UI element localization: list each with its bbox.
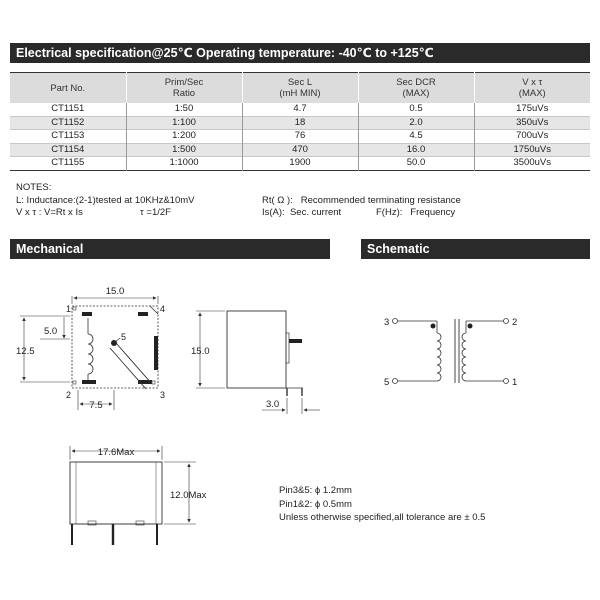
cell-sec-dcr: 4.5 bbox=[358, 130, 474, 144]
cell-ratio: 1:200 bbox=[126, 130, 242, 144]
col-sec-dcr: Sec DCR (MAX) bbox=[358, 73, 474, 104]
cell-sec-l: 18 bbox=[242, 116, 358, 130]
cell-part-no: CT1153 bbox=[10, 130, 126, 144]
dim-top-offset: 5.0 bbox=[44, 326, 58, 337]
note-rt: Rt( Ω ): Recommended terminating resistance bbox=[262, 195, 461, 206]
terminal-2 bbox=[504, 319, 509, 324]
cell-part-no: CT1154 bbox=[10, 143, 126, 157]
tolerance-note: Unless otherwise specified,all tolerance are ± 0.5 bbox=[279, 512, 486, 523]
cell-vt: 175uVs bbox=[516, 103, 549, 114]
cell-part-no: CT1152 bbox=[10, 116, 126, 130]
terminal-1 bbox=[504, 379, 509, 384]
dim-side-height: 15.0 bbox=[191, 346, 210, 357]
mechanical-header-text: Mechanical bbox=[16, 242, 84, 256]
cell-vt: 350uVs bbox=[474, 116, 590, 130]
schematic-pin-3: 3 bbox=[384, 317, 390, 328]
cell-sec-dcr: 0.5 bbox=[358, 103, 474, 116]
cell-sec-l: 1900 bbox=[242, 157, 358, 171]
cell-ratio: 1:500 bbox=[126, 143, 242, 157]
dim-top-width: 15.0 bbox=[105, 286, 125, 297]
col-sec-l: Sec L (mH MIN) bbox=[242, 73, 358, 104]
dim-front-width: 17.6Max bbox=[97, 447, 135, 458]
cell-part-no: CT1151 bbox=[10, 103, 126, 116]
col-vt: V x τ (MAX) bbox=[474, 73, 590, 104]
pin-label-2: 2 bbox=[66, 390, 72, 400]
pin35-note: Pin3&5: ϕ 1.2mm bbox=[279, 485, 352, 496]
dim-top-height: 12.5 bbox=[16, 346, 35, 357]
pin-label-1: 1 bbox=[66, 304, 72, 314]
note-tau: τ =1/2F bbox=[140, 207, 171, 218]
dim-pin-spacing: 7.5 bbox=[89, 400, 103, 411]
electrical-spec-header-text: Electrical specification@25℃ Operating temperature: -40℃ to +125℃ bbox=[16, 46, 434, 60]
cell-sec-dcr: 2.0 bbox=[358, 116, 474, 130]
cell-sec-dcr: 16.0 bbox=[358, 143, 474, 157]
cell-ratio: 1:100 bbox=[126, 116, 242, 130]
cell-ratio: 1:50 bbox=[126, 103, 242, 116]
cell-vt: 700uVs bbox=[516, 130, 549, 142]
note-vt: V x τ : V=Rt x Is bbox=[16, 207, 83, 218]
dim-side-depth: 3.0 bbox=[266, 399, 280, 410]
col-part-no: Part No. bbox=[10, 73, 126, 104]
schematic-header-text: Schematic bbox=[367, 242, 430, 256]
cell-sec-dcr: 50.0 bbox=[358, 157, 474, 171]
note-is: Is(A): Sec. current bbox=[262, 207, 342, 218]
schematic-pin-2: 2 bbox=[512, 317, 518, 328]
dim-front-height: 12.0Max bbox=[170, 490, 207, 501]
cell-vt: 3500uVs bbox=[513, 157, 551, 169]
schematic bbox=[384, 317, 517, 388]
cell-sec-l: 76 bbox=[242, 130, 358, 144]
schematic-pin-1: 1 bbox=[512, 377, 518, 388]
note-inductance: L: Inductance:(2-1)tested at 10KHz&10mV bbox=[16, 195, 195, 206]
pin-notes bbox=[279, 484, 485, 525]
terminal-3 bbox=[393, 319, 398, 324]
pin-label-4: 4 bbox=[160, 304, 166, 314]
schematic-pin-5: 5 bbox=[384, 377, 390, 388]
cell-ratio: 1:1000 bbox=[126, 157, 242, 171]
terminal-5 bbox=[393, 379, 398, 384]
cell-sec-l: 4.7 bbox=[242, 103, 358, 116]
cell-vt: 1750uVs bbox=[474, 143, 590, 157]
note-freq: F(Hz): Frequency bbox=[376, 207, 456, 218]
notes-title: NOTES: bbox=[16, 182, 52, 193]
cell-part-no: CT1155 bbox=[10, 157, 126, 171]
pin-label-3: 3 bbox=[160, 390, 166, 400]
col-ratio: Prim/Sec Ratio bbox=[126, 73, 242, 104]
cell-sec-l: 470 bbox=[242, 143, 358, 157]
pin12-note: Pin1&2: ϕ 0.5mm bbox=[279, 498, 352, 510]
pin-label-5: 5 bbox=[121, 332, 127, 342]
